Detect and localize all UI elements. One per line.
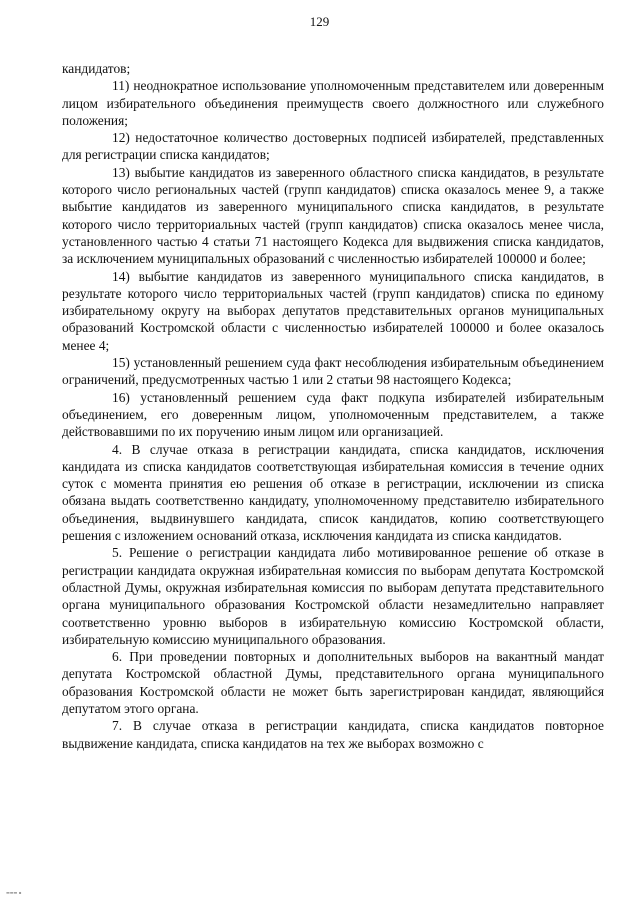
paragraph-part-5: 5. Решение о регистрации кандидата либо мотивированное решение об отказе в регистрации кандидата окружная избирательная комиссия по выборам депутата Костромской областной Думы, окружная избирательная комиссия по выборам депутата представительного органа муниципального образования Костромской области незамедлительно направляет соответственно уровню выборов в избирательную комиссию Костромской области, избирательную комиссию муниципального образования.: [62, 545, 604, 647]
paragraph-item-15: 15) установленный решением суда факт несоблюдения избирательным объединением ограничений, предусмотренных частью 1 или 2 статьи 98 настоящего Кодекса;: [62, 355, 604, 388]
paragraph-item-16: 16) установленный решением суда факт подкупа избирателей избирательным объединением, его доверенным лицом, уполномоченным представителем, а также действовавшими по их поручению иным лицом или организацией.: [62, 389, 604, 440]
page-number: 129: [309, 14, 330, 29]
paragraph-part-4: 4. В случае отказа в регистрации кандидата, списка кандидатов, исключения кандидата из списка кандидатов соответствующая избирательная комиссия в течение одних суток с момента принятия ею решения об отказе в регистрации, исключении из списка обязана выдать соответственно кандидату, уполномоченному представителю избирательного объединения, выдвинувшего кандидата, список кандидатов, копию соответствующего решения с изложением оснований отказа, исключения кандидата из списка кандидатов.: [62, 441, 604, 544]
paragraph-item-11: 11) неоднократное использование уполномоченным представителем или доверенным лицом избирательного объединения преимуществ своего должностного или служебного положения;: [62, 78, 604, 128]
paragraph-part-7: 7. В случае отказа в регистрации кандидата, списка кандидатов повторное выдвижение кандидата, списка кандидатов на тех же выборах возможно с: [62, 718, 604, 751]
paragraph-item-14: 14) выбытие кандидатов из заверенного муниципального списка кандидатов, в результате которого число территориальных частей (групп кандидатов) списка по единому избирательному округу на выборах депутатов представительных органов муниципальных образований Костромской области с численностью избирателей 100000 и более оказалось менее 4;: [62, 268, 604, 353]
paragraph-continuation: кандидатов;: [62, 61, 131, 76]
paragraph-item-12: 12) недостаточное количество достоверных подписей избирателей, представленных для регистрации списка кандидатов;: [62, 130, 604, 163]
document-body: [62, 60, 604, 752]
paragraph-part-6: 6. При проведении повторных и дополнительных выборов на вакантный мандат депутата Костромской областной Думы, представительного органа муниципального образования Костромской области не может быть зарегистрирован кандидат, являющийся депутатом этого органа.: [62, 649, 604, 716]
scan-mark: ▬▬▬ ▪: [6, 890, 22, 895]
paragraph-item-13: 13) выбытие кандидатов из заверенного областного списка кандидатов, в результате которого число региональных частей (групп кандидатов) списка оказалось менее 9, а также выбытие кандидатов из заверенного муниципального списка кандидатов, в результате которого число территориальных частей (групп кандидатов) списка оказалось менее числа, установленного частью 4 статьи 71 настоящего Кодекса для выдвижения списка кандидатов, за исключением муниципальных образований с численностью избирателей 100000 и более;: [62, 164, 604, 267]
